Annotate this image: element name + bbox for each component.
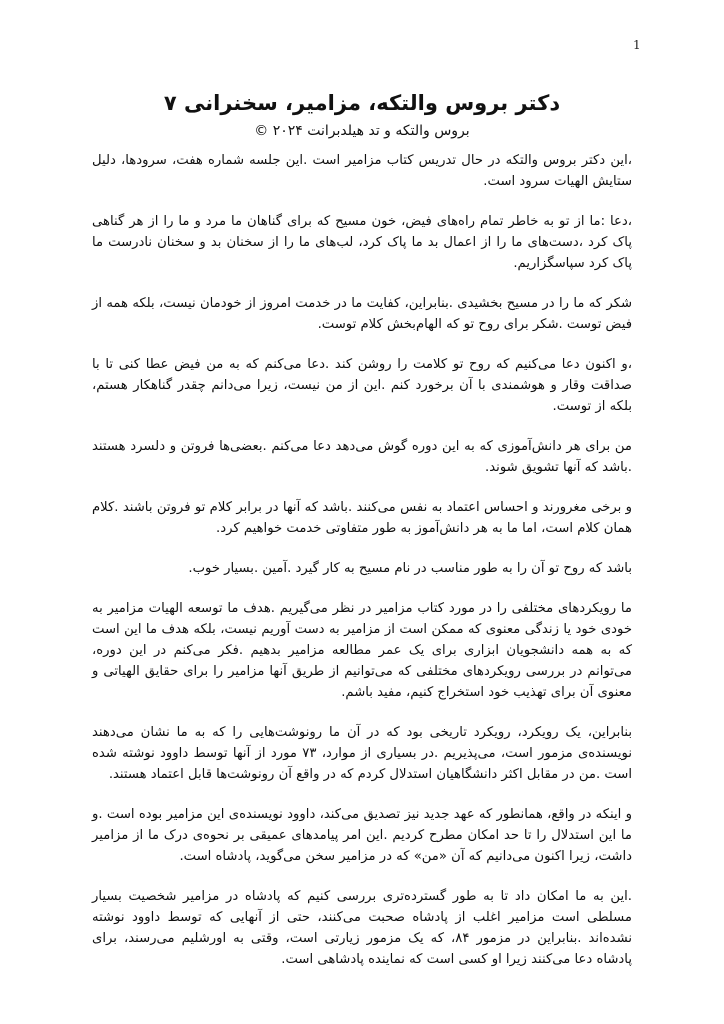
document-subtitle: بروس والتکه و تد هیلدبرانت ۲۰۲۴ © [254,123,470,139]
paragraph: باشد که روح تو آن را به طور مناسب در نام مسیح به کار گیرد .آمین .بسیار خوب. [188,561,632,576]
paragraph: بنابراین، یک رویکرد، رویکرد تاریخی بود که در آن ما رونوشت‌هایی را که به ما نشان می‌دهند نویسنده‌ی مزمور است، می‌پذیریم .در بسیاری از موارد، ۷۳ مورد از آنها توسط داوود نوشته شده است .من در مقابل اکثر دانشگاهیان استدلال کردم که در واقع آن رونوشت‌ها قابل اعتماد هستند. [92,725,632,782]
document-title: دکتر بروس والتکه، مزامیر، سخنرانی ۷ [163,91,561,115]
document-body [92,150,632,989]
paragraph: ،این دکتر بروس والتکه در حال تدریس کتاب مزامیر است .این جلسه شماره هفت، سرودها، دلیل ستایش الهیات سرود است. [92,153,632,189]
paragraph: .این به ما امکان داد تا به طور گسترده‌تری بررسی کنیم که پادشاه در مزامیر شخصیت بسیار مسلطی است مزامیر اغلب از پادشاه صحبت می‌کنند، حتی از آنهایی که توسط داوود نوشته نشده‌اند .بنابراین در مزمور ۸۴، که یک مزمور زیارتی است، وقتی به اورشلیم می‌رسند، برای پادشاه دعا می‌کنند زیرا او کسی است که نماینده پادشاهی است. [92,889,633,967]
paragraph: ،دعا :ما از تو به خاطر تمام راه‌های فیض، خون مسیح که برای گناهان ما مرد و ما را از هر گناهی پاک کرد ،دست‌های ما را از اعمال بد ما پاک کرد، لب‌های ما را از سخنان بد و سخنان نادرست ما پاک کرد سپاسگزاریم. [92,214,632,271]
paragraph: و برخی مغرورند و احساس اعتماد به نفس می‌کنند .باشد که آنها در برابر کلام تو فروتن باشند .کلام همان کلام است، اما ما به هر دانش‌آموز به طور متفاوتی خدمت خواهیم کرد. [92,500,632,536]
page-number: 1 [633,38,641,52]
paragraph: و اینکه در واقع، همانطور که عهد جدید نیز تصدیق می‌کند، داوود نویسنده‌ی این مزامیر بوده است .و ما این استدلال را تا حد امکان مطرح کردیم .این امر پیامدهای عمیقی بر نحوه‌ی درک ما از مزامیر داشت، زیرا اکنون می‌دانیم که آن «من» که در مزامیر سخن می‌گوید، پادشاه است. [92,807,632,864]
paragraph: ما رویکردهای مختلفی را در مورد کتاب مزامیر در نظر می‌گیریم .هدف ما توسعه الهیات مزامیر به خودی خود یا زندگی معنوی که ممکن است از مزامیر به دست آوریم نیست، بلکه هدف ما این است که به همه دانشجویان ابزاری برای یک عمر مطالعه مزامیر بدهیم .فکر می‌کنم در این دوره، می‌توانم در بررسی رویکردهای مختلفی که می‌توانیم از طریق آنها مزامیر را برای حقایق الهیاتی و معنوی آن برای تهذیب خود استخراج کنیم، مفید باشم. [92,601,632,700]
paragraph: من برای هر دانش‌آموزی که به این دوره گوش می‌دهد دعا می‌کنم .بعضی‌ها فروتن و دلسرد هستند .باشد که آنها تشویق شوند. [92,439,632,475]
document-header [0,88,724,142]
paragraph: شکر که ما را در مسیح بخشیدی .بنابراین، کفایت ما در خدمت امروز از خودمان نیست، بلکه همه از فیض توست .شکر برای روح تو که الهام‌بخش کلام توست. [92,296,632,332]
paragraph: ،و اکنون دعا می‌کنیم که روح تو کلامت را روشن کند .دعا می‌کنم که به من فیض عطا کنی تا با صداقت وقار و هوشمندی با آن برخورد کنم .این از من نیست، زیرا می‌دانم چقدر گناهکار هستم، بلکه از توست. [92,357,632,414]
